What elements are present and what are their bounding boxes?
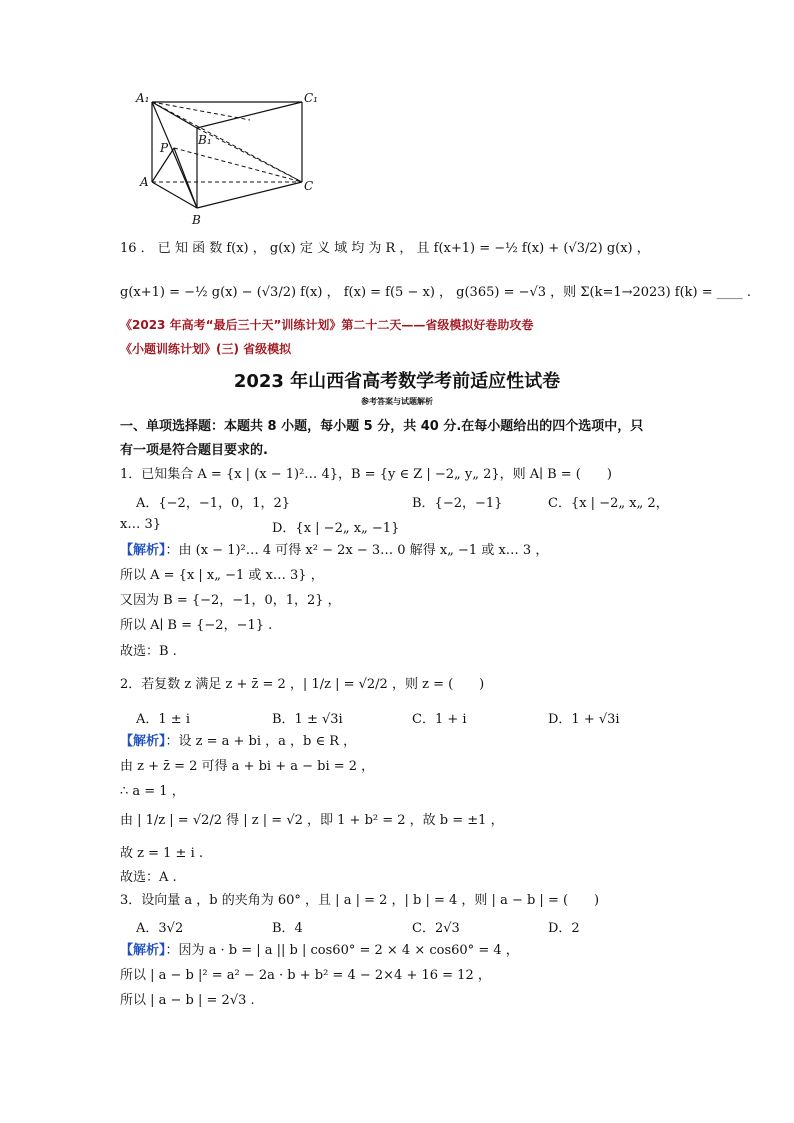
q3-option-d: D．2	[548, 921, 580, 936]
q2-option-a: A．1 ± i	[136, 712, 190, 727]
analysis-label: 【解析】	[120, 943, 166, 958]
q1-analysis-4: 所以 A∣ B = {−2，−1} .	[120, 618, 273, 633]
label-p: P	[160, 141, 169, 155]
label-b1: B₁	[198, 133, 212, 147]
q2-option-c: C．1 + i	[412, 712, 467, 727]
label-a1: A₁	[136, 91, 150, 105]
q2-stem: 2．若复数 z 满足 z + z̄ = 2 ，| 1/z | = √2/2 ，则 z = ( )	[120, 677, 485, 692]
exam-subtitle: 参考答案与试题解析	[361, 397, 433, 406]
q2-analysis-2: 由 z + z̄ = 2 可得 a + bi + a − bi = 2 ，	[120, 759, 375, 774]
q2-analysis-5: 故 z = 1 ± i .	[120, 846, 203, 861]
label-b: B	[192, 213, 201, 227]
q1-stem: 1．已知集合 A = {x | (x − 1)²… 4}，B = {y ∈ Z | −2„ y„ 2}，则 A∣ B = ( )	[120, 467, 612, 482]
q2-option-d: D．1 + √3i	[548, 712, 620, 727]
q3-option-b: B．4	[272, 921, 303, 936]
q3-option-c: C．2√3	[412, 921, 460, 936]
section1-line1: 一、单项选择题：本题共 8 小题，每小题 5 分，共 40 分.在每小题给出的四个选项中，只	[120, 419, 644, 434]
q3-analysis-1: 【解析】：因为 a · b = | a || b | cos60° = 2 × 4 × cos60° = 4 ，	[120, 943, 519, 958]
q1-analysis-3: 又因为 B = {−2，−1，0，1，2} ，	[120, 593, 341, 608]
q1-option-c-cont: x… 3}	[120, 517, 162, 532]
q3-analysis-3: 所以 | a − b | = 2√3 .	[120, 993, 255, 1008]
q2-analysis-4: 由 | 1/z | = √2/2 得 | z | = √2 ，即 1 + b² = 2 ，故 b = ±1 ，	[120, 813, 504, 828]
analysis-label: 【解析】	[120, 543, 166, 558]
q1-analysis-2: 所以 A = {x | x„ −1 或 x… 3} ，	[120, 568, 324, 583]
q2-analysis-3: ∴ a = 1 ，	[120, 784, 185, 799]
q1-option-d: D．{x | −2„ x„ −1}	[272, 521, 400, 536]
q2-answer: 故选：A .	[120, 870, 177, 885]
promo-line2: 《小题训练计划》(三) 省级模拟	[120, 342, 292, 356]
promo-line1: 《2023 年高考“最后三十天”训练计划》第二十二天——省级模拟好卷助攻卷	[120, 318, 534, 332]
q3-option-a: A．3√2	[136, 921, 184, 936]
label-c1: C₁	[304, 91, 318, 105]
exam-title: 2023 年山西省高考数学考前适应性试卷	[233, 371, 561, 392]
q16-line1: 16 ． 已 知 函 数 f(x) ， g(x) 定 义 域 均 为 R ， 且 f(x+1) = −½ f(x) + (√3/2) g(x) ，	[120, 241, 650, 256]
q1-answer: 故选：B .	[120, 644, 177, 659]
prism-figure	[130, 90, 330, 230]
q1-option-a: A．{−2，−1，0，1，2}	[136, 496, 291, 511]
section1-line2: 有一项是符合题目要求的.	[120, 443, 268, 458]
q2-option-b: B．1 ± √3i	[272, 712, 343, 727]
label-a: A	[140, 175, 149, 189]
q1-option-b: B．{−2，−1}	[412, 496, 503, 511]
label-c: C	[304, 179, 314, 193]
q16-line2: g(x+1) = −½ g(x) − (√3/2) f(x) ， f(x) = f(5 − x) ， g(365) = −√3 ，则 Σ(k=1→2023) f(k) = ____ .	[120, 285, 752, 300]
q3-stem: 3．设向量 a ，b 的夹角为 60° ，且 | a | = 2 ，| b | = 4 ，则 | a − b | = ( )	[120, 893, 600, 908]
q1-option-c: C．{x | −2„ x„ 2，	[548, 496, 669, 511]
q1-analysis-1: 【解析】：由 (x − 1)²… 4 可得 x² − 2x − 3… 0 解得 x„ −1 或 x… 3 ，	[120, 543, 549, 558]
q3-analysis-2: 所以 | a − b |² = a² − 2a · b + b² = 4 − 2×4 + 16 = 12 ，	[120, 968, 491, 983]
analysis-label: 【解析】	[120, 734, 166, 749]
q2-analysis-1: 【解析】：设 z = a + bi ，a ，b ∈ R ，	[120, 734, 357, 749]
